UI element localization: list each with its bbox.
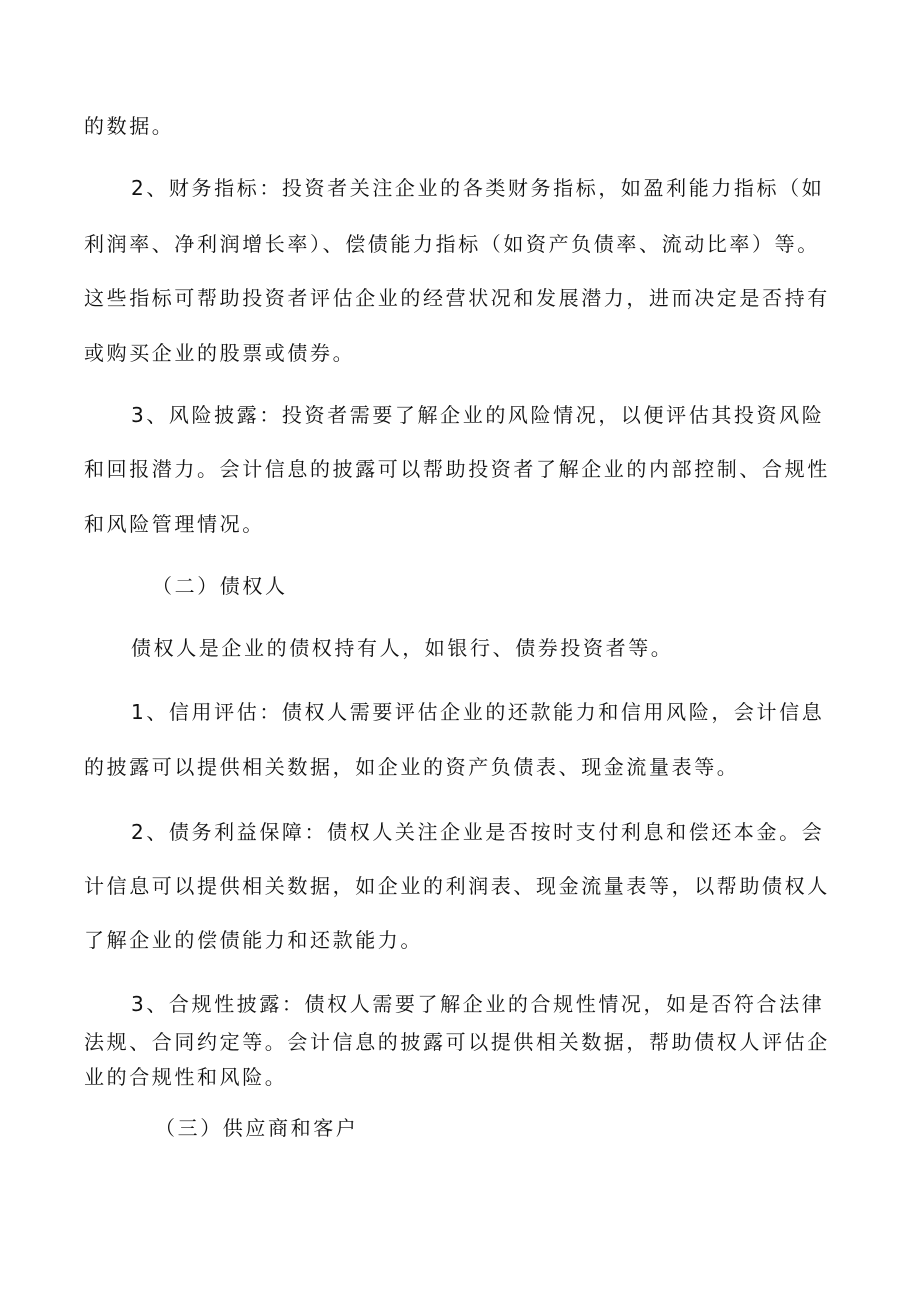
section-heading-suppliers-customers: （三）供应商和客户	[155, 1116, 359, 1140]
text-line: 法规、合同约定等。会计信息的披露可以提供相关数据，帮助债权人评估企	[84, 1030, 830, 1054]
paragraph-risk-disclosure: 3、风险披露：投资者需要了解企业的风险情况，以便评估其投资风险	[131, 403, 825, 427]
paragraph-compliance-disclosure: 3、合规性披露：债权人需要了解企业的合规性情况，如是否符合法律	[131, 992, 825, 1016]
paragraph-financial-indicators: 2、财务指标：投资者关注企业的各类财务指标，如盈利能力指标（如	[131, 176, 825, 200]
text-line: 这些指标可帮助投资者评估企业的经营状况和发展潜力，进而决定是否持有	[84, 286, 830, 310]
text-line: 计信息可以提供相关数据，如企业的利润表、现金流量表等，以帮助债权人	[84, 874, 830, 898]
text-line: 或购买企业的股票或债券。	[84, 341, 356, 365]
section-heading-creditors: （二）债权人	[152, 574, 288, 598]
text-line: 和回报潜力。会计信息的披露可以帮助投资者了解企业的内部控制、合规性	[84, 457, 830, 481]
text-line: 了解企业的偿债能力和还款能力。	[84, 928, 423, 952]
paragraph-credit-assessment: 1、信用评估：债权人需要评估企业的还款能力和信用风险，会计信息	[131, 700, 825, 724]
paragraph-creditors-intro: 债权人是企业的债权持有人，如银行、债券投资者等。	[131, 636, 674, 660]
text-line: 的数据。	[84, 114, 175, 138]
text-line: 的披露可以提供相关数据，如企业的资产负债表、现金流量表等。	[84, 755, 740, 779]
paragraph-debt-protection: 2、债务利益保障：债权人关注企业是否按时支付利息和偿还本金。会	[131, 820, 825, 844]
text-line: 业的合规性和风险。	[84, 1065, 288, 1089]
text-line: 和风险管理情况。	[84, 512, 265, 536]
text-line: 利润率、净利润增长率）、偿债能力指标（如资产负债率、流动比率）等。	[84, 232, 820, 256]
